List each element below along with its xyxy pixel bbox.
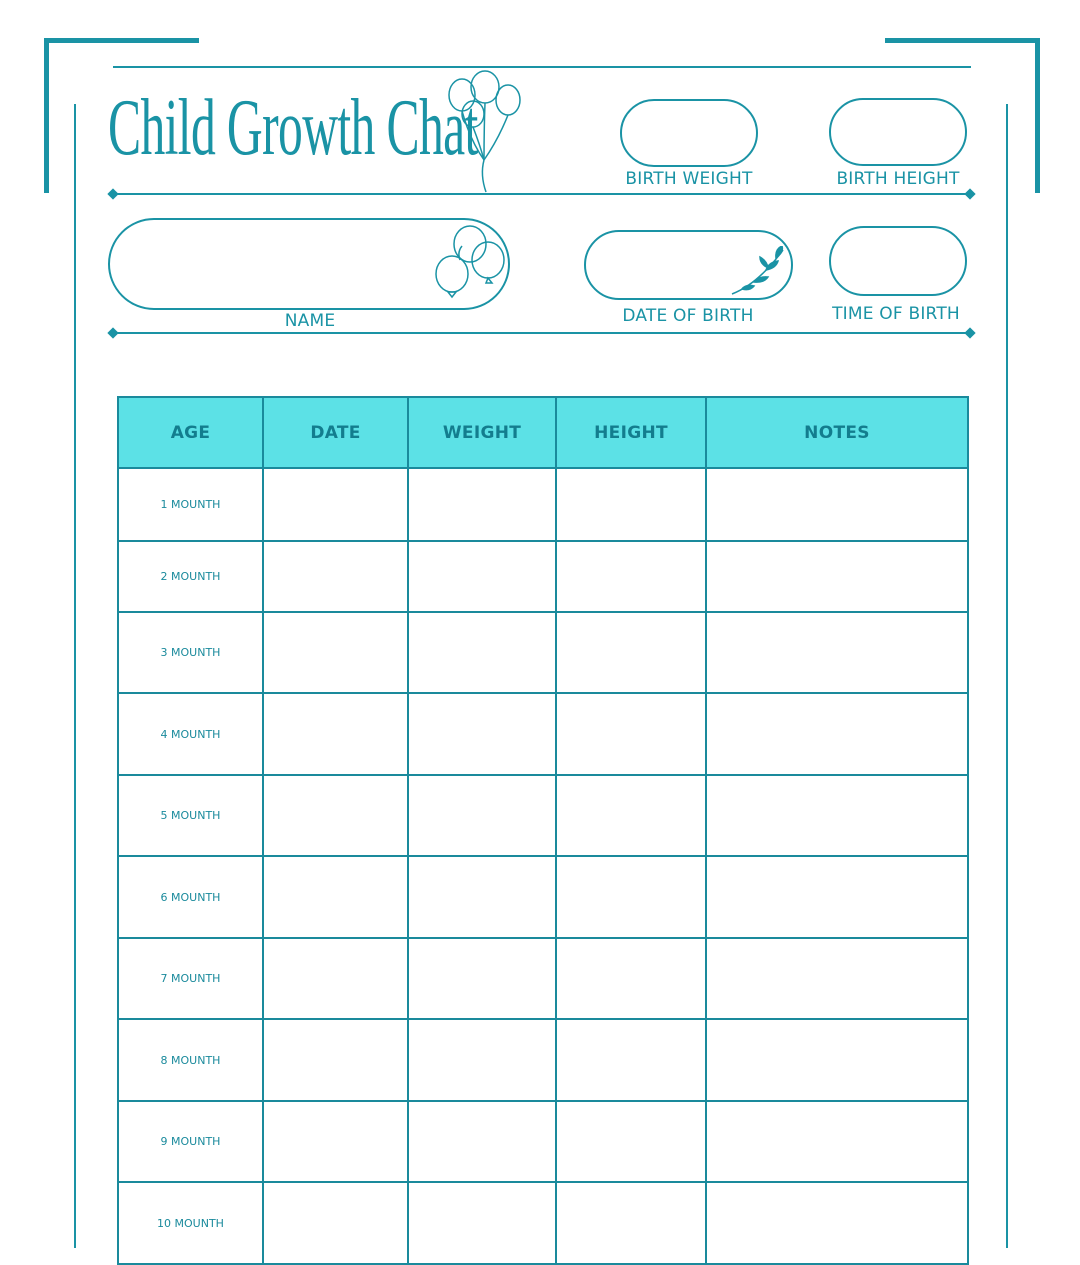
date-cell[interactable] [263,612,408,693]
date-cell[interactable] [263,541,408,612]
frame-corner-top-left-h [44,38,199,43]
table-row [118,775,968,856]
notes-cell[interactable] [706,541,968,612]
table-row [118,1182,968,1264]
frame-corner-top-right-v [1035,38,1040,193]
notes-cell[interactable] [706,1019,968,1101]
age-cell: 2 MOUNTH [118,541,263,612]
age-cell: 3 MOUNTH [118,612,263,693]
notes-cell[interactable] [706,1101,968,1182]
weight-cell[interactable] [408,775,556,856]
age-cell: 6 MOUNTH [118,856,263,938]
height-cell[interactable] [556,856,706,938]
leaf-branch-icon [728,246,788,298]
age-cell: 5 MOUNTH [118,775,263,856]
height-cell[interactable] [556,1019,706,1101]
birth-height-field[interactable] [829,98,967,166]
table-row [118,541,968,612]
frame-corner-top-right-h [885,38,1040,43]
height-cell[interactable] [556,938,706,1019]
weight-cell[interactable] [408,856,556,938]
height-cell[interactable] [556,775,706,856]
age-cell: 8 MOUNTH [118,1019,263,1101]
table-header-row [118,397,968,468]
weight-cell[interactable] [408,1019,556,1101]
column-header-height: HEIGHT [556,397,706,468]
height-cell[interactable] [556,612,706,693]
weight-cell[interactable] [408,468,556,541]
header-divider-bottom [113,332,971,334]
age-cell: 1 MOUNTH [118,468,263,541]
header-divider-top [113,193,971,195]
weight-cell[interactable] [408,612,556,693]
date-cell[interactable] [263,1019,408,1101]
name-label: NAME [284,311,336,331]
birth-weight-label: BIRTH WEIGHT [625,169,753,189]
balloon-cluster-icon [430,222,515,302]
weight-cell[interactable] [408,1182,556,1264]
height-cell[interactable] [556,693,706,775]
height-cell[interactable] [556,468,706,541]
page-title: Child Growth Chat [108,84,478,172]
weight-cell[interactable] [408,1101,556,1182]
table-row [118,856,968,938]
page-border-top [113,66,971,68]
weight-cell[interactable] [408,541,556,612]
time-of-birth-field[interactable] [829,226,967,296]
date-cell[interactable] [263,468,408,541]
balloons-icon [440,70,530,195]
column-header-age: AGE [118,397,263,468]
frame-corner-top-left-v [44,38,49,193]
date-cell[interactable] [263,938,408,1019]
height-cell[interactable] [556,541,706,612]
height-cell[interactable] [556,1182,706,1264]
time-of-birth-label: TIME OF BIRTH [832,304,960,324]
divider-end-dot [107,188,118,199]
notes-cell[interactable] [706,612,968,693]
page-border-left [74,104,76,1248]
age-cell: 9 MOUNTH [118,1101,263,1182]
divider-end-dot [964,188,975,199]
height-cell[interactable] [556,1101,706,1182]
divider-end-dot [964,327,975,338]
birth-height-label: BIRTH HEIGHT [836,169,960,189]
date-cell[interactable] [263,1182,408,1264]
weight-cell[interactable] [408,693,556,775]
date-cell[interactable] [263,856,408,938]
age-cell: 10 MOUNTH [118,1182,263,1264]
notes-cell[interactable] [706,938,968,1019]
divider-end-dot [107,327,118,338]
notes-cell[interactable] [706,1182,968,1264]
notes-cell[interactable] [706,775,968,856]
table-row [118,1019,968,1101]
date-cell[interactable] [263,775,408,856]
table-row [118,693,968,775]
table-row [118,938,968,1019]
age-cell: 7 MOUNTH [118,938,263,1019]
notes-cell[interactable] [706,468,968,541]
column-header-notes: NOTES [706,397,968,468]
table-row [118,1101,968,1182]
page-border-right [1006,104,1008,1248]
growth-table [117,396,969,1265]
notes-cell[interactable] [706,856,968,938]
date-of-birth-label: DATE OF BIRTH [622,306,754,326]
notes-cell[interactable] [706,693,968,775]
date-cell[interactable] [263,1101,408,1182]
table-row [118,612,968,693]
weight-cell[interactable] [408,938,556,1019]
column-header-weight: WEIGHT [408,397,556,468]
table-row [118,468,968,541]
column-header-date: DATE [263,397,408,468]
date-cell[interactable] [263,693,408,775]
age-cell: 4 MOUNTH [118,693,263,775]
birth-weight-field[interactable] [620,99,758,167]
